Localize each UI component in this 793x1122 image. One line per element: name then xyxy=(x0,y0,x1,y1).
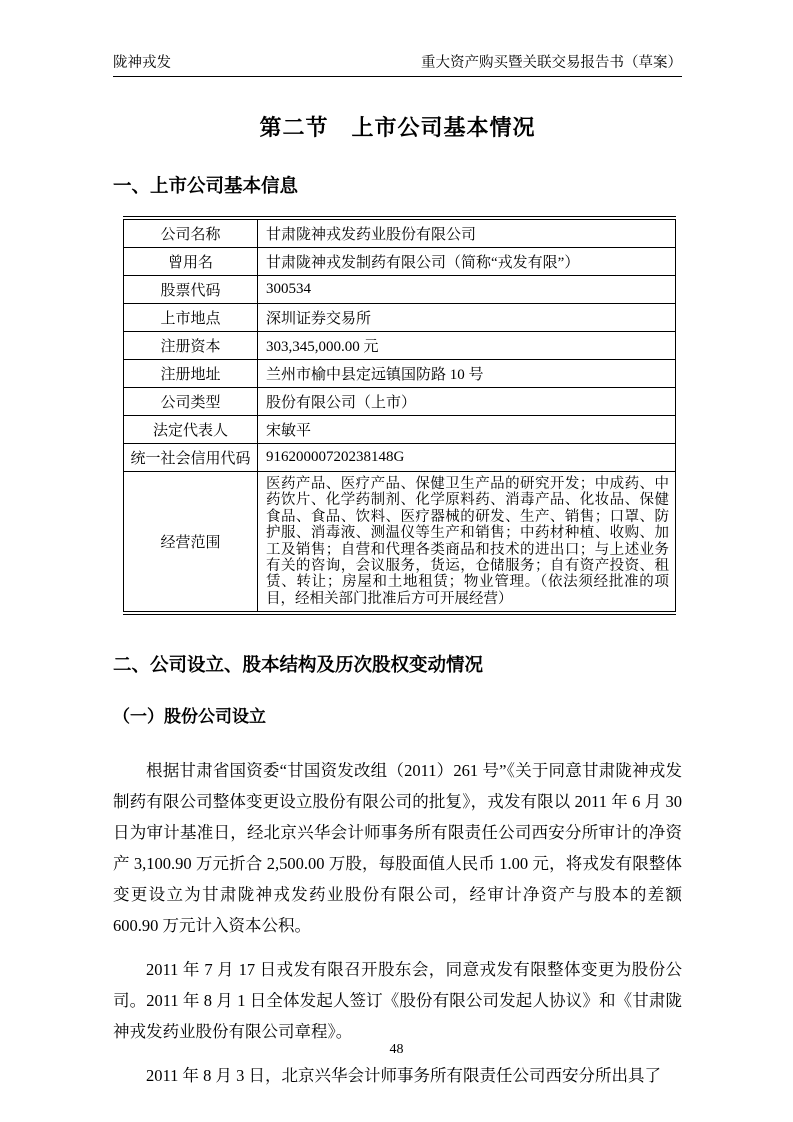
section2-heading: 二、公司设立、股本结构及历次股权变动情况 xyxy=(113,654,484,676)
body-paragraph: 2011 年 7 月 17 日戎发有限召开股东会，同意戎发有限整体变更为股份公司。2011 年 8 月 1 日全体发起人签订《股份有限公司发起人协议》和《甘肃陇神戎发药业股份有限公司章程》。 xyxy=(113,960,682,1042)
section1-heading: 一、上市公司基本信息 xyxy=(113,175,299,196)
table-row xyxy=(124,276,676,304)
row-value: 甘肃陇神戎发药业股份有限公司 xyxy=(258,218,676,248)
running-header xyxy=(113,0,682,77)
page-content xyxy=(113,0,682,1091)
body-paragraph: 2011 年 8 月 3 日，北京兴华会计师事务所有限责任公司西安分所出具了 xyxy=(146,1066,662,1086)
subsection-heading: （一）股份公司设立 xyxy=(113,707,266,727)
row-value: 91620000720238148G xyxy=(258,444,676,472)
table-row xyxy=(124,416,676,444)
row-label: 股票代码 xyxy=(124,276,258,304)
body-paragraph: 根据甘肃省国资委“甘国资发改组（2011）261 号”《关于同意甘肃陇神戎发制药有限公司整体变更设立股份有限公司的批复》，戎发有限以 2011 年 6 月 30 日为审计基准日，经北京兴华会计师事务所有限责任公司西安分所审计的净资产 3,100.90 万元折合 2,500.00 万股，每股面值人民币 1.00 元，将戎发有限整体变更设立为甘肃陇神戎发药业股份有限公司，经审计净资产与股本的差额 600.90 万元计入资本公积。 xyxy=(113,761,682,936)
table-row-business-scope xyxy=(124,472,676,614)
header-left-short-title: 陇神戎发 xyxy=(113,55,171,71)
row-label: 经营范围 xyxy=(124,472,258,614)
header-right-report-title: 重大资产购买暨关联交易报告书（草案） xyxy=(421,55,682,71)
company-info-table xyxy=(123,216,676,615)
row-value: 宋敏平 xyxy=(258,416,676,444)
chapter-title: 第二节 上市公司基本情况 xyxy=(259,115,536,140)
row-value: 股份有限公司（上市） xyxy=(258,388,676,416)
row-label: 统一社会信用代码 xyxy=(124,444,258,472)
table-row xyxy=(124,360,676,388)
table-row xyxy=(124,218,676,248)
table-row xyxy=(124,332,676,360)
row-label: 公司类型 xyxy=(124,388,258,416)
row-label: 上市地点 xyxy=(124,304,258,332)
table-row xyxy=(124,248,676,276)
row-label: 注册地址 xyxy=(124,360,258,388)
row-value: 深圳证券交易所 xyxy=(258,304,676,332)
page-number: 48 xyxy=(389,1042,404,1057)
row-label: 注册资本 xyxy=(124,332,258,360)
row-value: 300534 xyxy=(258,276,676,304)
row-value: 兰州市榆中县定远镇国防路 10 号 xyxy=(258,360,676,388)
row-value: 医药产品、医疗产品、保健卫生产品的研究开发；中成药、中药饮片、化学药制剂、化学原料药、消毒产品、化妆品、保健食品、食品、饮料、医疗器械的研发、生产、销售；口罩、防护服、消毒液、测温仪等生产和销售；中药材种植、收购、加工及销售；自营和代理各类商品和技术的进出口；与上述业务有关的咨询，会议服务，货运，仓储服务；自有资产投资、租赁、转让；房屋和土地租赁；物业管理。（依法须经批准的项目，经相关部门批准后方可开展经营） xyxy=(258,472,676,614)
row-label: 曾用名 xyxy=(124,248,258,276)
row-value: 甘肃陇神戎发制药有限公司（简称“戎发有限”） xyxy=(258,248,676,276)
table-row xyxy=(124,304,676,332)
row-label: 法定代表人 xyxy=(124,416,258,444)
table-row xyxy=(124,388,676,416)
row-value: 303,345,000.00 元 xyxy=(258,332,676,360)
row-label: 公司名称 xyxy=(124,218,258,248)
table-row xyxy=(124,444,676,472)
